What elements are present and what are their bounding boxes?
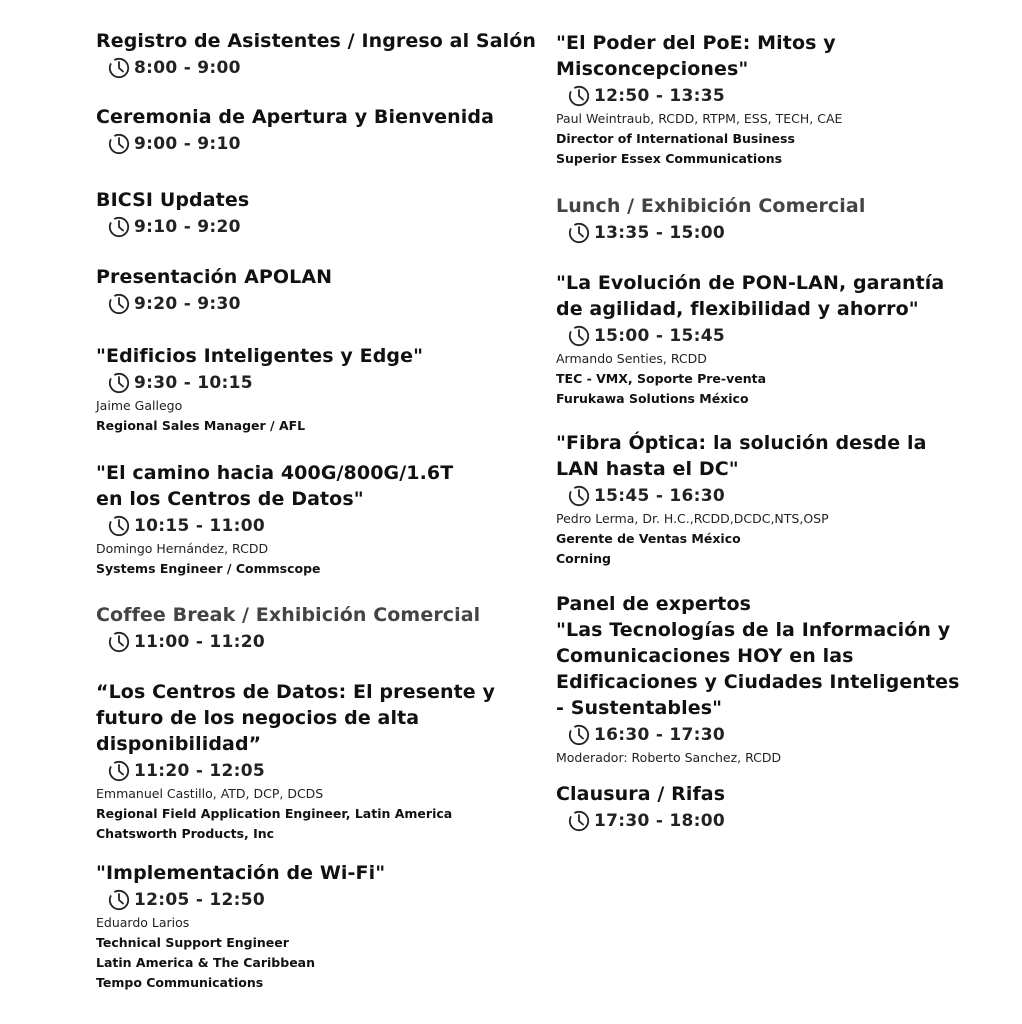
session-title: en los Centros de Datos" bbox=[96, 488, 364, 510]
time-row bbox=[568, 323, 996, 349]
session-title: "Fibra Óptica: la solución desde la bbox=[556, 432, 927, 454]
speaker-name: Armando Senties, RCDD bbox=[556, 351, 707, 366]
session-title: “Los Centros de Datos: El presente y bbox=[96, 681, 495, 703]
session-time: 9:10 - 9:20 bbox=[134, 217, 241, 237]
speaker-name: Jaime Gallego bbox=[96, 398, 183, 413]
agenda-item bbox=[96, 343, 536, 436]
session-time: 11:20 - 12:05 bbox=[134, 761, 266, 781]
session-title: Misconcepciones" bbox=[556, 58, 749, 80]
session-title: "Las Tecnologías de la Información y bbox=[556, 619, 951, 641]
session-title: Coffee Break / Exhibición Comercial bbox=[96, 604, 481, 626]
session-title: de agilidad, flexibilidad y ahorro" bbox=[556, 298, 919, 320]
session-title: Registro de Asistentes / Ingreso al Salón bbox=[96, 30, 537, 52]
session-title: "El Poder del PoE: Mitos y bbox=[556, 32, 836, 54]
session-title: Panel de expertos bbox=[556, 593, 752, 615]
time-row bbox=[108, 887, 536, 913]
clock-icon bbox=[568, 85, 590, 107]
time-row bbox=[108, 758, 536, 784]
time-row bbox=[568, 83, 996, 109]
agenda-item bbox=[96, 460, 536, 579]
speaker-name: Emmanuel Castillo, ATD, DCP, DCDS bbox=[96, 786, 324, 801]
agenda-item bbox=[96, 679, 536, 844]
speaker-role: Chatsworth Products, Inc bbox=[96, 826, 275, 841]
speaker-role: Furukawa Solutions México bbox=[556, 391, 749, 406]
speaker-name: Eduardo Larios bbox=[96, 915, 190, 930]
speaker-name: Moderador: Roberto Sanchez, RCDD bbox=[556, 750, 782, 765]
clock-icon bbox=[108, 631, 130, 653]
clock-icon bbox=[568, 724, 590, 746]
session-time: 15:00 - 15:45 bbox=[594, 326, 726, 346]
session-title: futuro de los negocios de alta bbox=[96, 707, 420, 729]
clock-icon bbox=[108, 133, 130, 155]
agenda-item bbox=[96, 104, 536, 157]
session-time: 12:05 - 12:50 bbox=[134, 890, 266, 910]
time-row bbox=[108, 55, 536, 81]
clock-icon bbox=[108, 57, 130, 79]
session-time: 17:30 - 18:00 bbox=[594, 811, 726, 831]
agenda-item bbox=[556, 193, 996, 246]
time-row bbox=[108, 291, 536, 317]
speaker-role: Latin America & The Caribbean bbox=[96, 955, 316, 970]
agenda-item bbox=[96, 28, 536, 81]
clock-icon bbox=[568, 810, 590, 832]
time-row bbox=[108, 214, 536, 240]
session-time: 8:00 - 9:00 bbox=[134, 58, 241, 78]
clock-icon bbox=[568, 485, 590, 507]
speaker-name: Domingo Hernández, RCDD bbox=[96, 541, 269, 556]
clock-icon bbox=[108, 216, 130, 238]
time-row bbox=[108, 513, 536, 539]
agenda-item bbox=[96, 264, 536, 317]
clock-icon bbox=[108, 515, 130, 537]
time-row bbox=[108, 370, 536, 396]
speaker-role: Tempo Communications bbox=[96, 975, 264, 990]
session-time: 9:20 - 9:30 bbox=[134, 294, 241, 314]
session-time: 12:50 - 13:35 bbox=[594, 86, 726, 106]
agenda-item bbox=[96, 602, 536, 655]
session-title: Comunicaciones HOY en las bbox=[556, 645, 854, 667]
agenda-item bbox=[556, 781, 996, 834]
time-row bbox=[568, 808, 996, 834]
clock-icon bbox=[108, 372, 130, 394]
speaker-role: Superior Essex Communications bbox=[556, 151, 783, 166]
speaker-role: Technical Support Engineer bbox=[96, 935, 289, 950]
session-title: LAN hasta el DC" bbox=[556, 458, 739, 480]
speaker-role: TEC - VMX, Soporte Pre-venta bbox=[556, 371, 767, 386]
agenda-item bbox=[556, 270, 996, 409]
session-time: 16:30 - 17:30 bbox=[594, 725, 726, 745]
agenda-item bbox=[556, 30, 996, 169]
speaker-role: Director of International Business bbox=[556, 131, 795, 146]
clock-icon bbox=[108, 760, 130, 782]
agenda-item bbox=[556, 430, 996, 569]
time-row bbox=[568, 722, 996, 748]
session-time: 11:00 - 11:20 bbox=[134, 632, 266, 652]
session-time: 10:15 - 11:00 bbox=[134, 516, 266, 536]
speaker-role: Regional Field Application Engineer, Latin America bbox=[96, 806, 453, 821]
clock-icon bbox=[108, 293, 130, 315]
agenda-item bbox=[556, 591, 996, 768]
session-title: "Implementación de Wi-Fi" bbox=[96, 862, 386, 884]
session-time: 9:00 - 9:10 bbox=[134, 134, 241, 154]
session-title: BICSI Updates bbox=[96, 189, 250, 211]
session-title: "El camino hacia 400G/800G/1.6T bbox=[96, 462, 454, 484]
session-title: "Edificios Inteligentes y Edge" bbox=[96, 345, 424, 367]
session-title: Presentación APOLAN bbox=[96, 266, 333, 288]
session-title: Edificaciones y Ciudades Inteligentes bbox=[556, 671, 960, 693]
clock-icon bbox=[568, 222, 590, 244]
session-time: 9:30 - 10:15 bbox=[134, 373, 253, 393]
session-title: Clausura / Rifas bbox=[556, 783, 726, 805]
agenda-item bbox=[96, 860, 536, 993]
time-row bbox=[568, 483, 996, 509]
session-time: 15:45 - 16:30 bbox=[594, 486, 726, 506]
time-row bbox=[568, 220, 996, 246]
clock-icon bbox=[568, 325, 590, 347]
session-title: disponibilidad” bbox=[96, 733, 262, 755]
session-title: "La Evolución de PON-LAN, garantía bbox=[556, 272, 945, 294]
agenda-item bbox=[96, 187, 536, 240]
speaker-name: Pedro Lerma, Dr. H.C.,RCDD,DCDC,NTS,OSP bbox=[556, 511, 829, 526]
speaker-name: Paul Weintraub, RCDD, RTPM, ESS, TECH, CAE bbox=[556, 111, 843, 126]
session-title: Lunch / Exhibición Comercial bbox=[556, 195, 866, 217]
session-time: 13:35 - 15:00 bbox=[594, 223, 726, 243]
time-row bbox=[108, 629, 536, 655]
speaker-role: Regional Sales Manager / AFL bbox=[96, 418, 306, 433]
session-title: Ceremonia de Apertura y Bienvenida bbox=[96, 106, 495, 128]
speaker-role: Systems Engineer / Commscope bbox=[96, 561, 321, 576]
time-row bbox=[108, 131, 536, 157]
speaker-role: Gerente de Ventas México bbox=[556, 531, 741, 546]
speaker-role: Corning bbox=[556, 551, 611, 566]
session-title: - Sustentables" bbox=[556, 697, 723, 719]
clock-icon bbox=[108, 889, 130, 911]
